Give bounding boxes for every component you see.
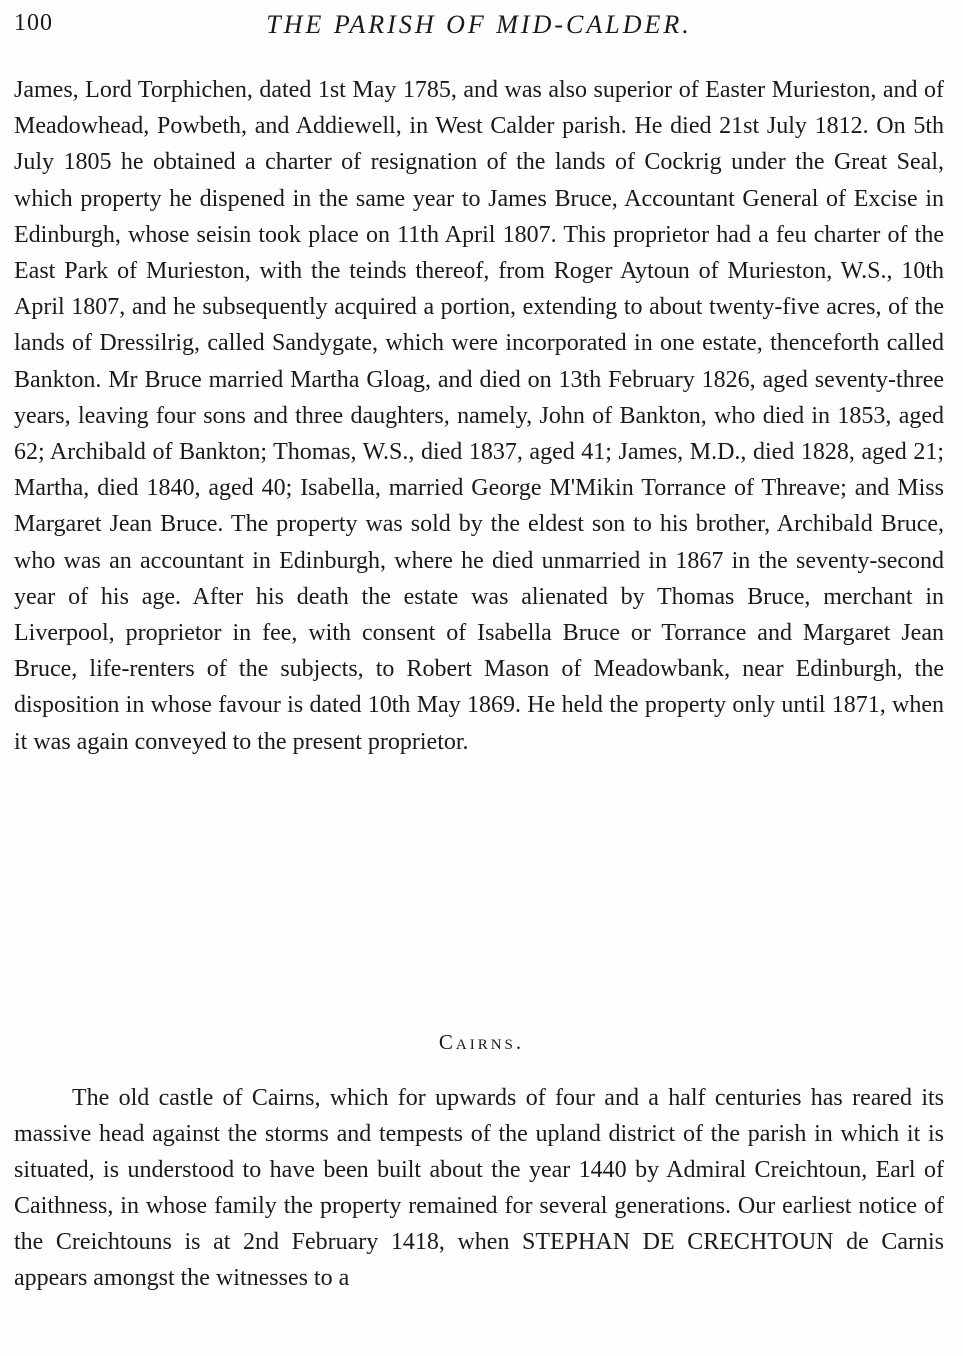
- body-text: [14, 72, 944, 760]
- section-heading-cairns: Cairns.: [438, 1030, 525, 1054]
- body-text-cairns: [14, 1081, 944, 1296]
- page-header: [14, 10, 944, 44]
- running-head: THE PARISH OF MID-CALDER.: [266, 10, 692, 39]
- paragraph-bruce-of-bankton: James, Lord Torphichen, dated 1st May 1785, and was also superior of Easter Murieston, and of Meadowhead, Powbeth, and Addiewell, in West Calder parish. He died 21st July 1812. On 5th July 1805 he obtained a charter of resignation of the lands of Cockrig under the Great Seal, which property he dispened in the same year to James Bruce, Accountant General of Excise in Edinburgh, whose seisin took place on 11th April 1807. This proprietor had a feu charter of the East Park of Murieston, with the teinds thereof, from Roger Aytoun of Murieston, W.S., 10th April 1807, and he subsequently acquired a portion, extending to about twenty-five acres, of the lands of Dressilrig, called Sandygate, which were incorporated in one estate, thenceforth called Bankton. Mr Bruce married Martha Gloag, and died on 13th February 1826, aged seventy-three years, leaving four sons and three daughters, namely, John of Bankton, who died in 1853, aged 62; Archibald of Bankton; Thomas, W.S., died 1837, aged 41; James, M.D., died 1828, aged 21; Martha, died 1840, aged 40; Isabella, married George M'Mikin Torrance of Threave; and Miss Margaret Jean Bruce. The property was sold by the eldest son to his brother, Archibald Bruce, who was an accountant in Edinburgh, where he died unmarried in 1867 in the seventy-second year of his age. After his death the estate was alienated by Thomas Bruce, merchant in Liverpool, proprietor in fee, with consent of Isabella Bruce or Torrance and Margaret Jean Bruce, life-renters of the subjects, to Robert Mason of Meadowbank, near Edinburgh, the disposition in whose favour is dated 10th May 1869. He held the property only until 1871, when it was again conveyed to the present proprietor.: [14, 77, 944, 755]
- paragraph-cairns-castle: The old castle of Cairns, which for upwards of four and a half centuries has reared its massive head against the storms and tempests of the upland district of the parish in which it is situated, is understood to have been built about the year 1440 by Admiral Creichtoun, Earl of Caithness, in whose family the property remained for several generations. Our earliest notice of the Creichtouns is at 2nd February 1418, when STEPHAN DE CRECHTOUN de Carnis appears amongst the witnesses to a: [14, 1085, 944, 1291]
- page-number: 100: [14, 10, 53, 36]
